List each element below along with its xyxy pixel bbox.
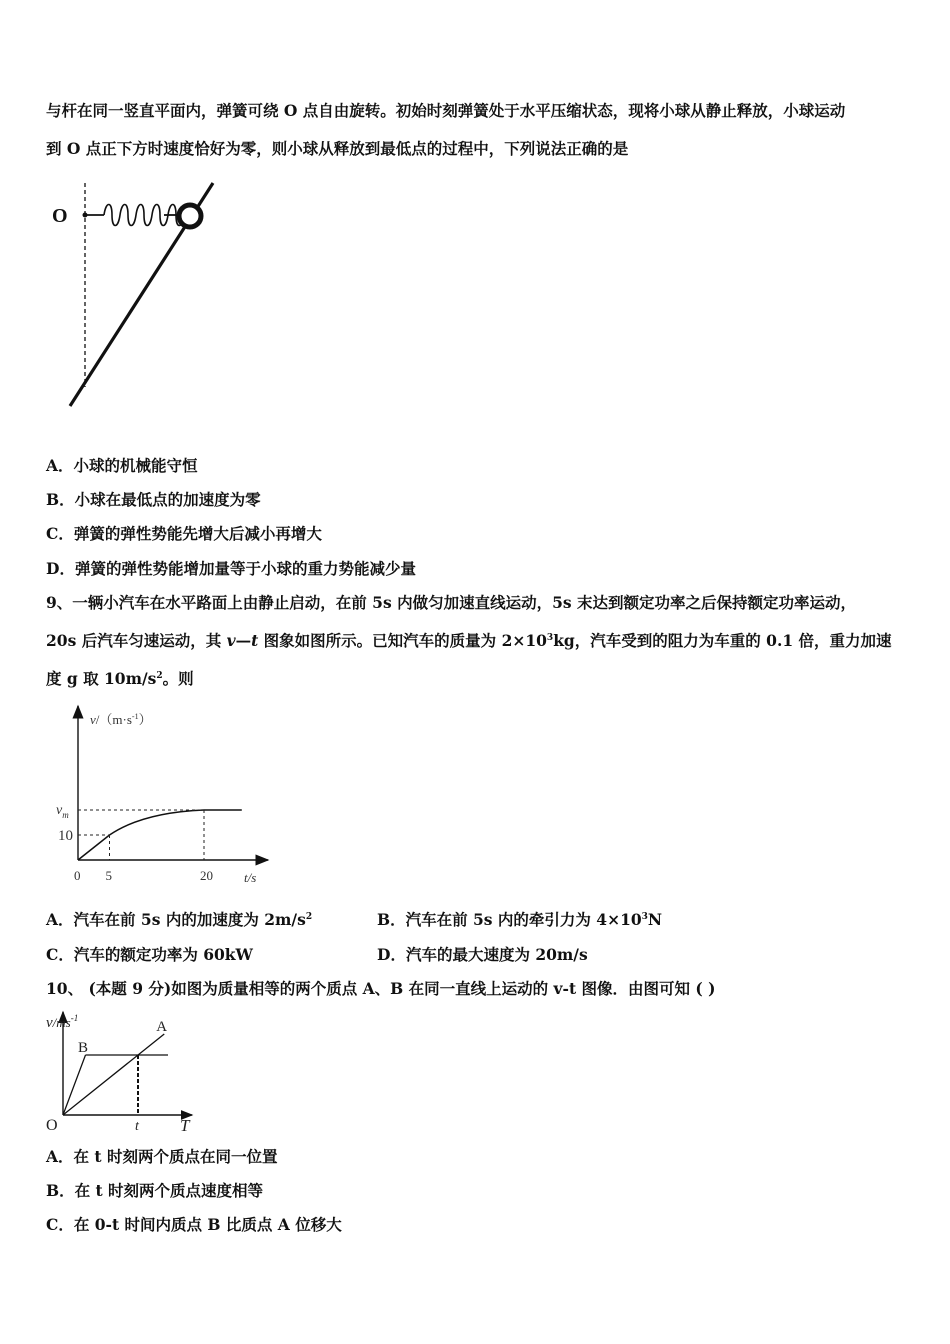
q9-stem-line1: 9、一辆小汽车在水平路面上由静止启动，在前 5s 内做匀加速直线运动，5s 末达到额定功率之后保持额定功率运动， <box>46 593 856 612</box>
chart1-x-label: t/s <box>244 870 257 885</box>
q9-option-c: C．汽车的额定功率为 60kW <box>46 945 253 964</box>
q10-option-c: C．在 0-t 时间内质点 B 比质点 A 位移大 <box>46 1215 342 1234</box>
q8-option-d: D．弹簧的弹性势能增加量等于小球的重力势能减少量 <box>46 559 416 578</box>
chart2-t-label: t <box>135 1119 139 1134</box>
q9-line2-v: v <box>226 631 236 650</box>
chart1-y-label-v: v <box>90 712 96 727</box>
q9-line3-a: 度 g 取 10m/s <box>46 669 157 688</box>
chart1-y-label-exp: -1 <box>131 712 139 721</box>
q10-stem: 10、 (本题 9 分)如图为质量相等的两个质点 A、B 在同一直线上运动的 v-t 图像．由图可知 ( ) <box>46 979 716 998</box>
point-o-label: O <box>52 205 68 227</box>
q9-line3-b: 。则 <box>162 669 194 688</box>
q9-stem-line2 <box>46 631 892 651</box>
chart2-y-label <box>46 1013 78 1031</box>
q9-option-b-unit: N <box>647 910 663 929</box>
chart1-y-label <box>90 712 152 727</box>
chart1-x-tick-0: 0 <box>74 868 81 883</box>
q9-option-a <box>46 910 312 930</box>
q9-option-a-exp: 2 <box>305 911 313 922</box>
q9-option-b-text: B．汽车在前 5s 内的牵引力为 4×10 <box>377 910 642 929</box>
ball <box>179 205 201 227</box>
q9-stem-line3 <box>46 669 194 689</box>
chart2-label-b: B <box>78 1040 89 1056</box>
q8-option-c: C．弹簧的弹性势能先增大后减小再增大 <box>46 524 322 543</box>
q9-line2-dash: — <box>235 631 252 650</box>
chart1-y-label-unit: /（m·s <box>95 712 132 727</box>
chart2-x-label: T <box>180 1116 190 1135</box>
chart2-origin-label: O <box>46 1117 58 1134</box>
chart1-curve-power <box>110 810 205 835</box>
q8-stem-line2: 到 O 点正下方时速度恰好为零，则小球从释放到最低点的过程中，下列说法正确的是 <box>46 139 629 158</box>
chart1-y-label-close: ） <box>138 712 152 727</box>
q10-vt-chart <box>44 1007 204 1135</box>
q8-stem-line1: 与杆在同一竖直平面内，弹簧可绕 O 点自由旋转。初始时刻弹簧处于水平压缩状态，现将小球从静止释放，小球运动 <box>46 101 846 120</box>
q9-line2-exp: 3 <box>546 632 554 643</box>
chart2-label-a: A <box>156 1019 168 1035</box>
q9-vt-chart <box>48 700 278 890</box>
q8-option-a: A．小球的机械能守恒 <box>46 456 198 475</box>
q9-line3-exp: 2 <box>156 670 163 681</box>
q9-option-a-text: A．汽车在前 5s 内的加速度为 2m/s <box>46 910 306 929</box>
q8-spring-rod-figure <box>44 175 244 415</box>
q9-option-b-exp: 3 <box>641 911 648 922</box>
chart1-x-tick-5: 5 <box>105 868 112 883</box>
chart1-line-accel <box>78 835 110 860</box>
chart1-y-tick-10: 10 <box>58 828 73 844</box>
q9-line2-a: 20s 后汽车匀速运动，其 <box>46 631 227 650</box>
q9-line2-b: 图象如图所示。已知汽车的质量为 2×10 <box>258 631 547 650</box>
q8-option-b: B．小球在最低点的加速度为零 <box>46 490 261 509</box>
chart1-y-tick-vm-sub: m <box>62 810 69 820</box>
q9-line2-t: t <box>251 631 259 650</box>
q10-option-a: A．在 t 时刻两个质点在同一位置 <box>46 1147 278 1166</box>
q9-option-d: D．汽车的最大速度为 20m/s <box>377 945 588 964</box>
chart1-y-tick-vm <box>56 803 69 820</box>
q9-line2-c: kg，汽车受到的阻力为车重的 0.1 倍，重力加速 <box>553 631 892 650</box>
q10-option-b: B．在 t 时刻两个质点速度相等 <box>46 1181 264 1200</box>
q9-option-b <box>377 910 662 930</box>
chart2-y-label-unit: /ms <box>52 1015 71 1030</box>
chart2-y-label-exp: -1 <box>70 1013 79 1023</box>
chart1-y-tick-vm-v: v <box>56 803 63 818</box>
chart1-x-tick-20: 20 <box>200 868 213 883</box>
chart2-y-label-v: v <box>46 1015 53 1031</box>
